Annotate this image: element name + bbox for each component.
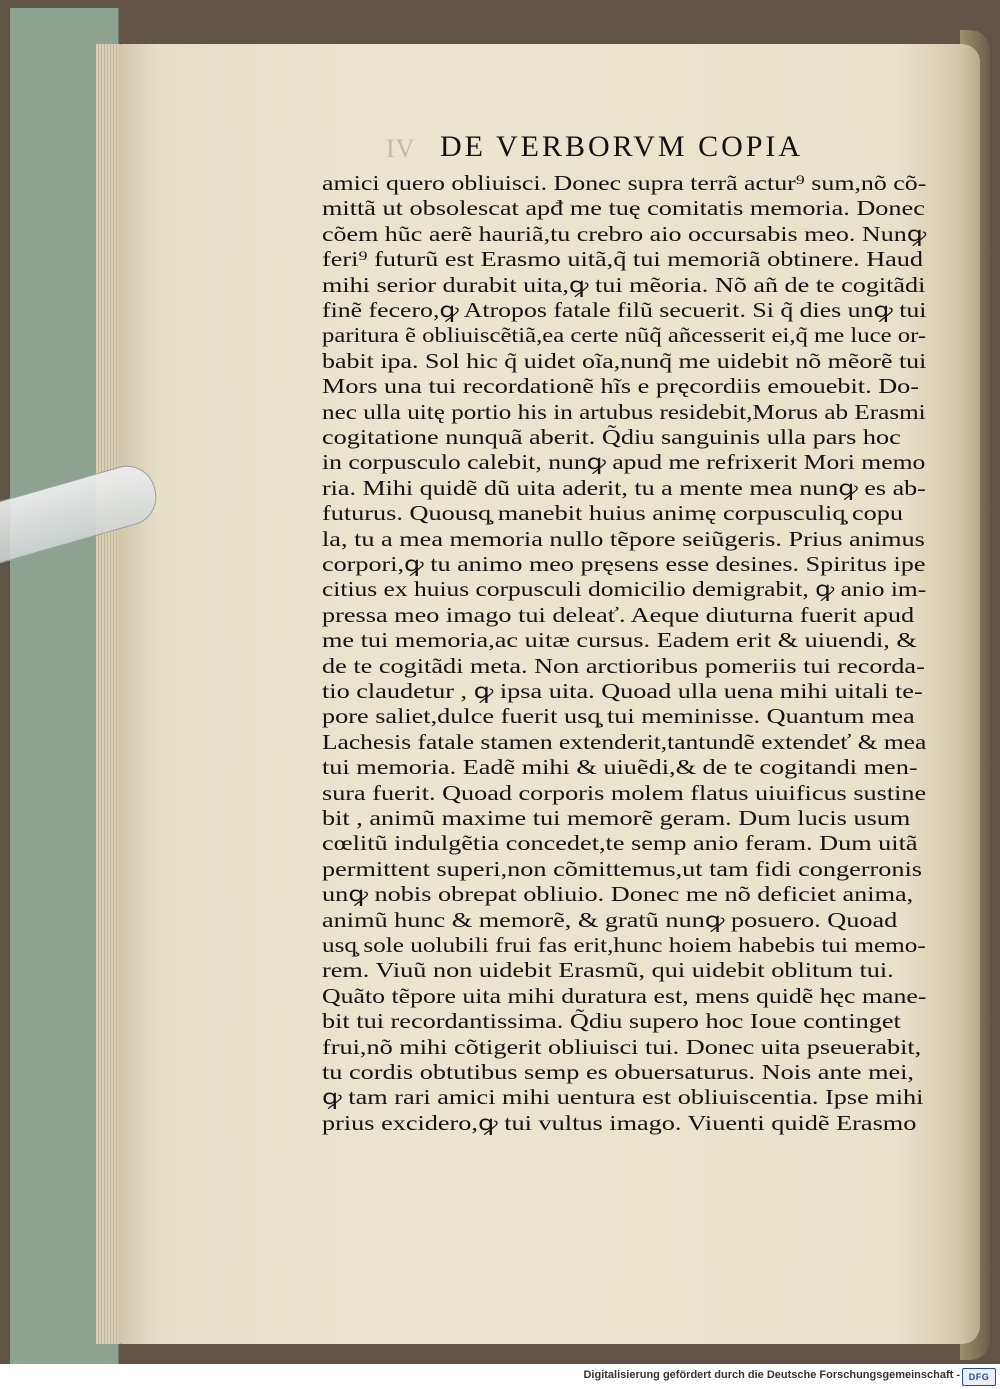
dfg-logo xyxy=(962,1368,996,1386)
text-line: corpori,ꝙ tu animo meo pręsens esse desines. Spiritus ipe xyxy=(322,552,926,576)
text-line: rem. Viuũ non uidebit Erasmũ, qui uidebit oblitum tui. xyxy=(322,958,894,982)
text-line: bit , animũ maxime tui memorẽ geram. Dum lucis usum xyxy=(322,806,911,830)
text-line: cogitatione nunquã aberit. Q̃diu sanguinis ulla pars hoc xyxy=(322,425,901,449)
dfg-logo-text: DFG xyxy=(968,1372,990,1382)
text-line: la, tu a mea memoria nullo tẽpore seiũgeris. Prius animus xyxy=(322,527,925,551)
text-line: prius excidero,ꝙ tui vultus imago. Viuenti quidẽ Erasmo xyxy=(322,1111,917,1135)
text-line: Mors una tui recordationẽ hĩs e pręcordiis emouebit. Do- xyxy=(322,374,920,398)
text-line: paritura ẽ obliuiscẽtiã,ea certe nũq̃ añcesserit ei,q̃ me luce or- xyxy=(322,323,927,347)
text-line: pressa meo imago tui deleať. Aeque diuturna fuerit apud xyxy=(322,603,915,627)
text-line: amici quero obliuisci. Donec supra terrã actur⁹ sum,nõ cõ- xyxy=(322,171,927,195)
text-line: feri⁹ futurũ est Erasmo uitã,q̃ tui memoriã obtinere. Haud xyxy=(322,247,924,271)
text-line: cœlitũ indulgẽtia concedet,te semp anio feram. Dum uitã xyxy=(322,831,918,855)
text-line: Lachesis fatale stamen extenderit,tantundẽ extendeť & mea xyxy=(322,730,927,754)
text-line: cõem hũc aerẽ hauriã,tu crebro aio occursabis meo. Nunꝙ xyxy=(322,222,927,246)
text-line: ria. Mihi quidẽ dũ uita aderit, tu a mente mea nunꝙ es ab- xyxy=(322,476,926,500)
text-line: ꝙ tam rari amici mihi uentura est obliuiscentia. Ipse mihi xyxy=(322,1085,924,1109)
page-stack-edge xyxy=(96,44,120,1344)
text-line: futurus. Quousq̧ manebit huius animę corpusculiq̧ copu xyxy=(322,501,904,525)
text-line: me tui memoria,ac uitæ cursus. Eadem erit & uiuendi, & xyxy=(322,628,917,652)
text-line: bit tui recordantissima. Q̃diu supero hoc Ioue continget xyxy=(322,1009,901,1033)
text-line: Quãto tẽpore uita mihi duratura est, mens quidẽ hęc mane- xyxy=(322,984,927,1008)
text-line: nec ulla uitę portio his in artubus residebit,Morus ab Erasmi xyxy=(322,400,926,424)
text-line: in corpusculo calebit, nunꝙ apud me refrixerit Mori memo xyxy=(322,450,926,474)
text-line: permittent superi,non cõmittemus,ut tam fidi congerronis xyxy=(322,857,922,881)
text-line: mittã ut obsolescat apđ me tuę comitatis memoria. Donec xyxy=(322,196,925,220)
text-line: tu cordis obtutibus semp es obuersaturus. Nois ante mei, xyxy=(322,1060,915,1084)
page-header xyxy=(386,130,846,170)
text-line: citius ex huius corpusculi domicilio demigrabit, ꝙ anio im- xyxy=(322,577,927,601)
page-number-fragment: IV xyxy=(386,134,416,163)
text-line: usq̧ sole uolubili frui fas erit,hunc hoiem habebis tui memo- xyxy=(322,933,926,957)
text-block xyxy=(322,170,934,1135)
text-line: tio claudetur , ꝙ ipsa uita. Quoad ulla uena mihi uitali te- xyxy=(322,679,923,703)
text-line: frui,nõ mihi cõtigerit obliuisci tui. Donec uita pseuerabit, xyxy=(322,1035,922,1059)
text-line: pore saliet,dulce fuerit usq̧ tui meminisse. Quantum mea xyxy=(322,704,915,728)
text-line: de te cogitãdi meta. Non arctioribus pomeriis tui recorda- xyxy=(322,654,925,678)
text-line: tui memoria. Eadẽ mihi & uiuẽdi,& de te cogitandi men- xyxy=(322,755,918,779)
digitization-credit: Digitalisierung gefördert durch die Deutsche Forschungsgemeinschaft - xyxy=(583,1369,960,1381)
text-line: babit ipa. Sol hic q̃ uidet oĩa,nunq̃ me uidebit nõ mẽorẽ tui xyxy=(322,349,927,373)
running-title: DE VERBORVM COPIA xyxy=(440,130,804,163)
footer-bar xyxy=(0,1364,1000,1389)
text-line: unꝙ nobis obrepat obliuio. Donec me nõ deficiet anima, xyxy=(322,882,914,906)
text-line: sura fuerit. Quoad corporis molem flatus uiuificus sustine xyxy=(322,781,927,805)
text-line: animũ hunc & memorẽ, & gratũ nunꝙ posuero. Quoad xyxy=(322,908,898,932)
text-line: mihi serior durabit uita,ꝙ tui mẽoria. Nõ añ de te cogitãdi xyxy=(322,273,926,297)
text-line: finẽ fecero,ꝙ Atropos fatale filũ secuerit. Si q̃ dies unꝙ tui xyxy=(322,298,927,322)
